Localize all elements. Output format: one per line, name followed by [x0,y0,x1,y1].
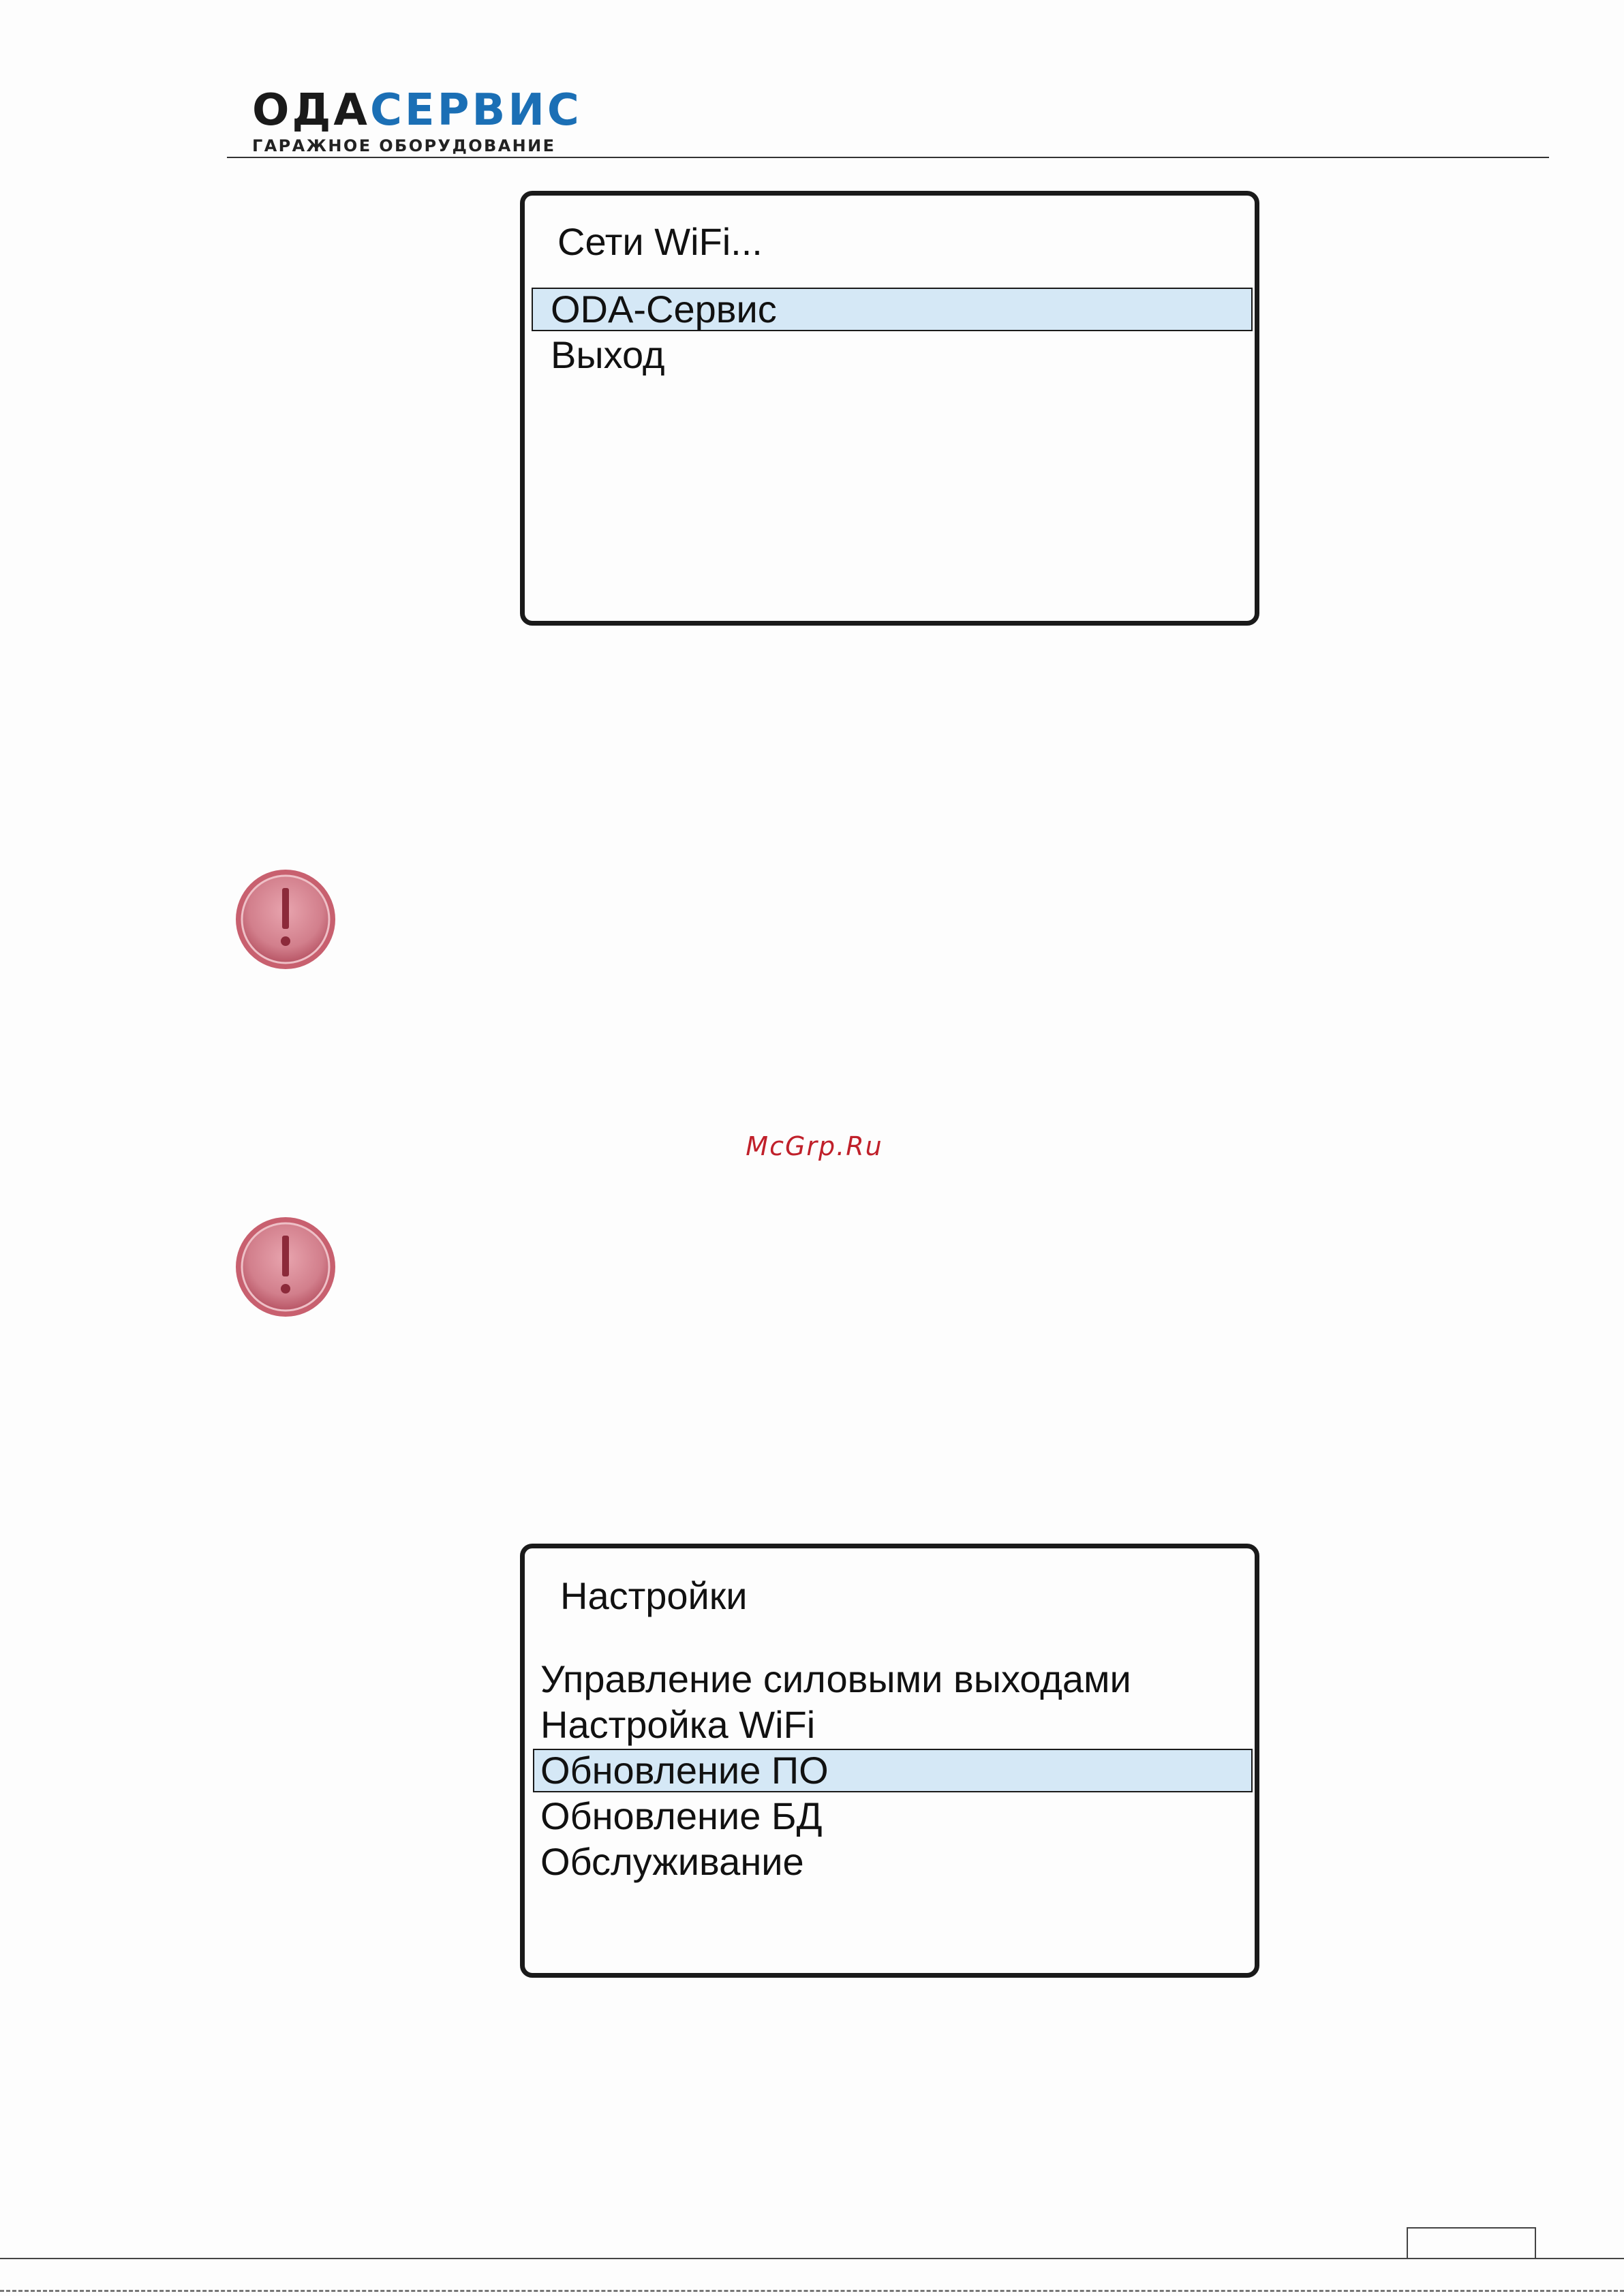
menu-item-oda-service[interactable]: ODA-Сервис [532,288,1253,331]
menu-item-exit[interactable]: Выход [551,333,665,376]
bottom-edge-line [0,2290,1624,2292]
logo-wordmark [252,85,582,136]
menu-item-software-update[interactable]: Обновление ПО [533,1749,1253,1792]
warning-icon [234,1215,337,1319]
header-divider [227,157,1549,158]
warning-icon [234,868,337,971]
menu-item-database-update[interactable]: Обновление БД [540,1794,823,1837]
menu-item-wifi-settings[interactable]: Настройка WiFi [540,1703,816,1746]
footer-divider [0,2258,1624,2259]
menu-item-maintenance[interactable]: Обслуживание [540,1840,804,1883]
logo-subtitle: ГАРАЖНОЕ ОБОРУДОВАНИЕ [252,136,556,155]
brand-logo [252,85,582,157]
logo-wordmark-dark: ОДА [252,85,370,136]
settings-screen [520,1544,1259,1978]
wifi-networks-screen [520,191,1259,626]
logo-wordmark-blue: СЕРВИС [369,85,582,136]
screen-title: Сети WiFi... [557,220,763,263]
page-number-tab [1407,2227,1536,2258]
screen-title: Настройки [560,1574,748,1617]
menu-item-power-outputs[interactable]: Управление силовыми выходами [540,1657,1131,1700]
watermark: McGrp.Ru [746,1131,883,1161]
